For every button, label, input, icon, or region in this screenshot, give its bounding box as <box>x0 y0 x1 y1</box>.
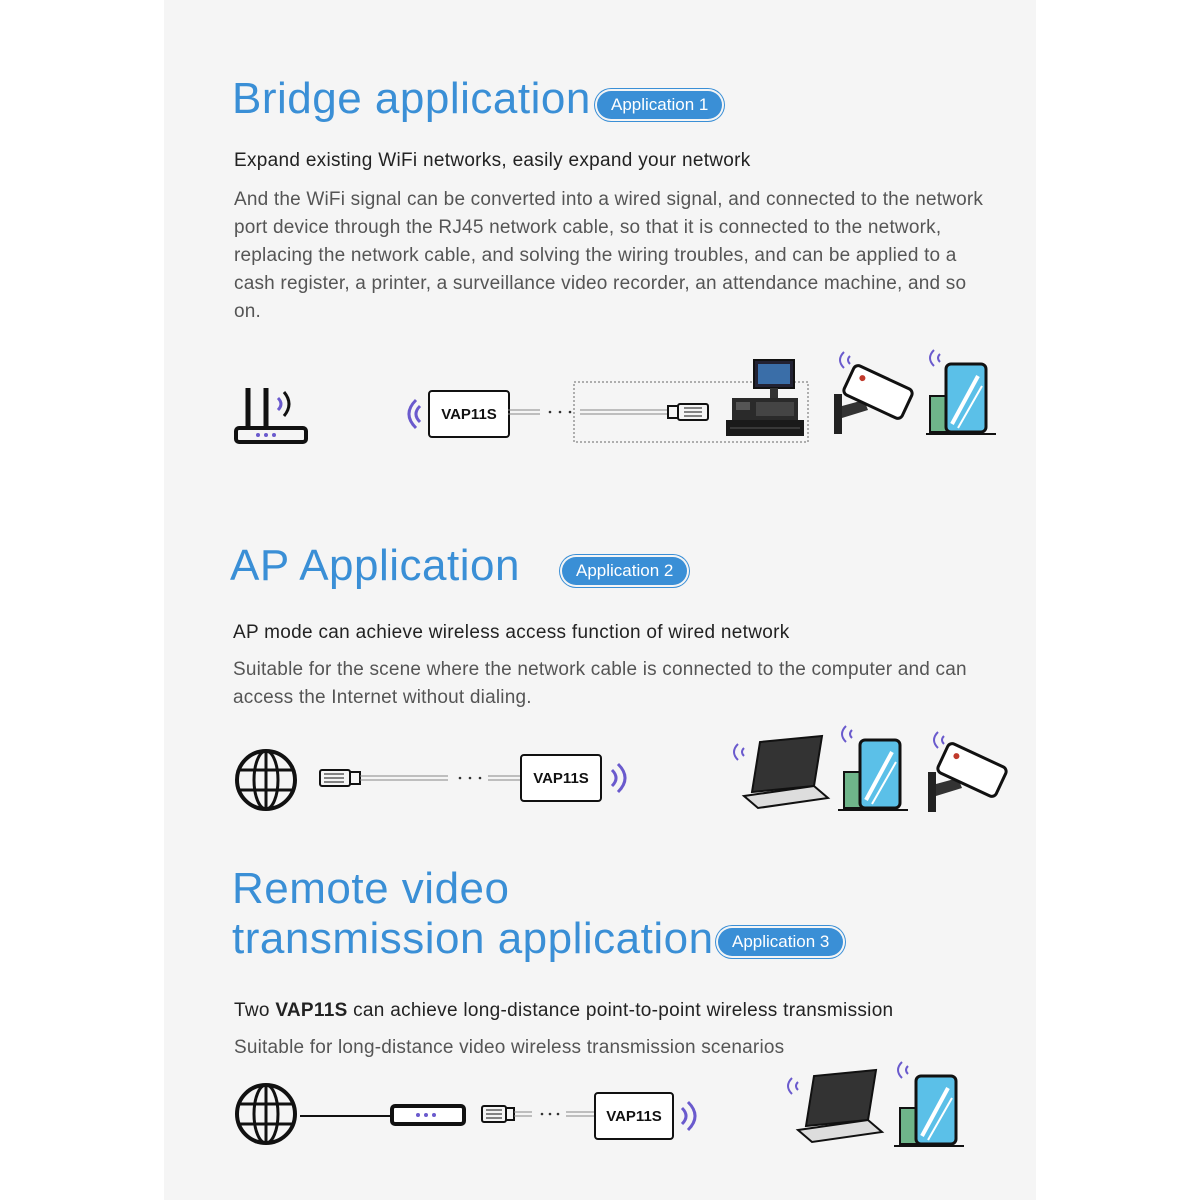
laptop-icon-2 <box>784 1070 884 1146</box>
wifi-signal-icon-3 <box>676 1098 706 1134</box>
section-title-bridge: Bridge application <box>232 74 591 123</box>
globe-icon <box>234 748 300 812</box>
security-camera-icon-2 <box>924 728 1004 814</box>
section-description-bridge: And the WiFi signal can be converted into a wired signal, and connected to the network port device through the RJ45 network cable, so that it is connected to the network, replacing the network cable, and solving the wiring troubles, and can be applied to a cash register, a printer, a surveillance video recorder, an attendance machine, and so on. <box>234 189 984 322</box>
smartphone-icon-2 <box>838 722 910 814</box>
section-subtitle-bridge: Expand existing WiFi networks, easily expand your network <box>234 150 751 171</box>
globe-icon-2 <box>234 1082 300 1146</box>
section-subtitle-ap: AP mode can achieve wireless access function of wired network <box>233 622 790 643</box>
application-badge-2: Application 2 <box>562 557 687 585</box>
smartphone-icon-3 <box>894 1058 966 1150</box>
smartphone-icon <box>926 346 998 438</box>
vap11s-device-3: VAP11S <box>594 1092 674 1140</box>
section-title-ap: AP Application <box>230 541 520 590</box>
section-title-remote-line2: transmission application <box>232 914 714 963</box>
ethernet-cable-icon-2 <box>316 764 522 794</box>
router-icon-2 <box>300 1104 470 1128</box>
section-subtitle-remote <box>234 1000 893 1022</box>
wifi-signal-icon-2 <box>606 760 636 796</box>
subtitle-prefix: Two <box>234 1000 276 1021</box>
router-icon <box>234 380 314 450</box>
application-badge-3: Application 3 <box>718 928 843 956</box>
section-title-remote-line1: Remote video <box>232 864 510 913</box>
ethernet-cable-icon-3 <box>480 1100 596 1130</box>
vap11s-device: VAP11S <box>428 390 510 438</box>
security-camera-icon <box>830 348 910 438</box>
section-description-remote: Suitable for long-distance video wireless transmission scenarios <box>234 1037 785 1058</box>
wifi-signal-icon <box>396 396 422 432</box>
section-description-ap: Suitable for the scene where the network cable is connected to the computer and can access the Internet without dialing. <box>233 659 967 708</box>
subtitle-device-name: VAP11S <box>275 1000 348 1021</box>
vap11s-device-2: VAP11S <box>520 754 602 802</box>
laptop-icon <box>730 736 830 812</box>
application-badge-1: Application 1 <box>597 91 722 119</box>
subtitle-suffix: can achieve long-distance point-to-point wireless transmission <box>347 1000 894 1021</box>
cash-register-icon <box>718 356 810 440</box>
